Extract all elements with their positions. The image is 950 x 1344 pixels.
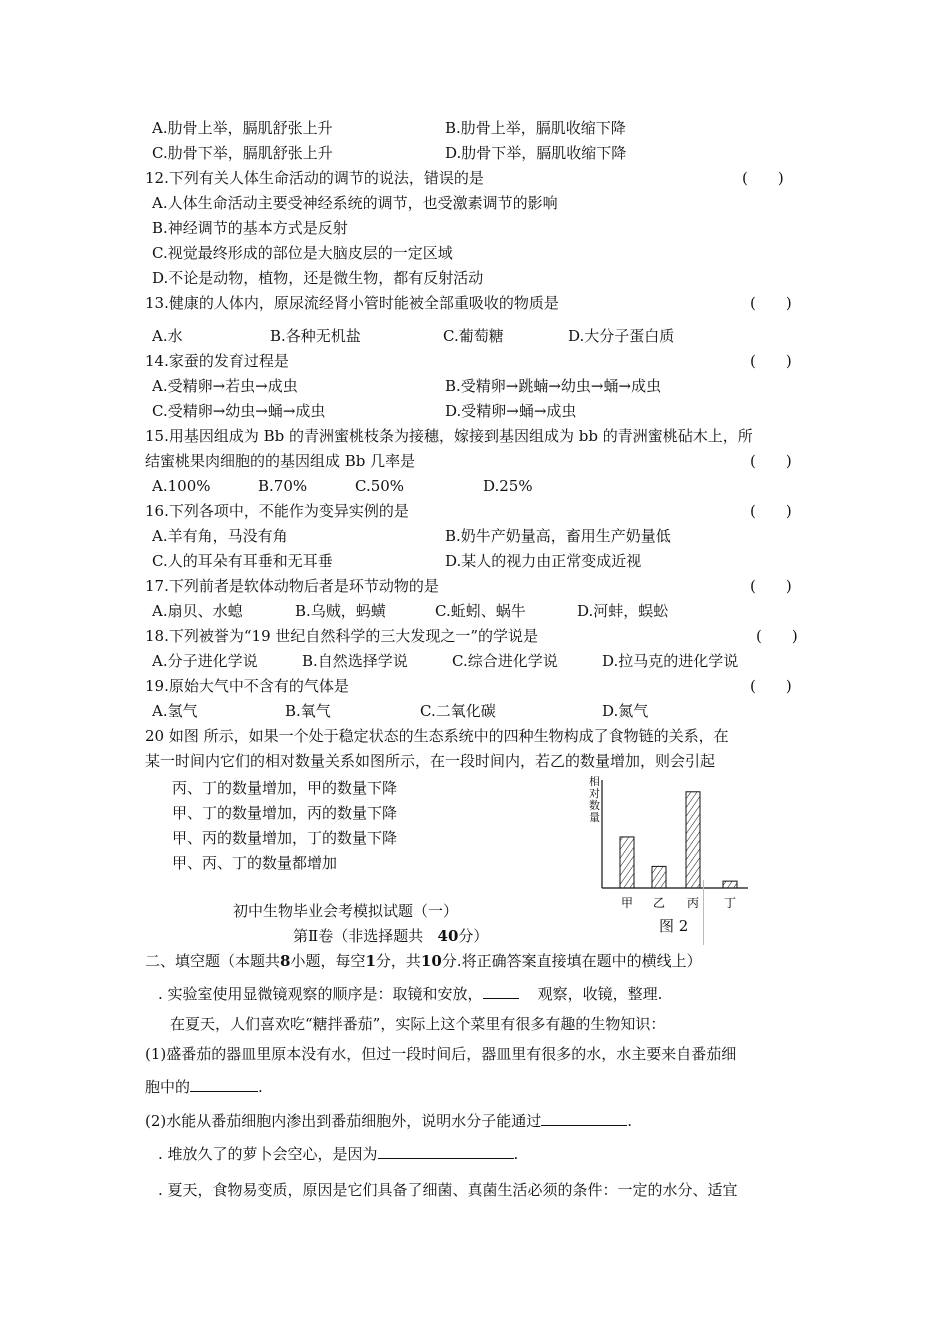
q18-answer-paren: ( ) — [756, 627, 798, 645]
q18-option-c: C.综合进化学说 — [452, 652, 558, 670]
q16-option-b: B.奶牛产奶量高，畜用生产奶量低 — [445, 527, 671, 545]
section-2-text-2: 小题，每空 — [290, 952, 366, 970]
q20-option-c: 甲、丙的数量增加，丁的数量下降 — [172, 829, 398, 847]
fill-1-text: . 实验室使用显微镜观察的顺序是：取镜和安放， — [158, 985, 483, 1003]
x-tick-label-3: 丁 — [723, 896, 737, 910]
fill-2-q2-end: . — [627, 1112, 633, 1130]
q12-option-a: A.人体生命活动主要受神经系统的调节，也受激素调节的影响 — [152, 194, 558, 212]
q11-option-c: C.肋骨下举，膈肌舒张上升 — [152, 144, 333, 162]
fill-3-text: . 堆放久了的萝卜会空心，是因为 — [158, 1145, 378, 1163]
q19-option-a: A.氢气 — [152, 702, 198, 720]
q14-option-b: B.受精卵→跳蝻→幼虫→蛹→成虫 — [445, 377, 662, 395]
q12-stem: 12.下列有关人体生命活动的调节的说法，错误的是 — [145, 169, 484, 187]
q15-stem-line2: 结蜜桃果肉细胞的的基因组成 Bb 几率是 — [145, 452, 416, 470]
q11-option-a: A.肋骨上举，膈肌舒张上升 — [152, 119, 333, 137]
q14-option-c: C.受精卵→幼虫→蛹→成虫 — [152, 402, 326, 420]
q14-answer-paren: ( ) — [750, 352, 792, 370]
q13-option-c: C.葡萄糖 — [443, 327, 504, 345]
fill-2-q1-line1: (1)盛番茄的器皿里原本没有水，但过一段时间后，器皿里有很多的水，水主要来自番茄细 — [145, 1045, 737, 1063]
q17-stem: 17.下列前者是软体动物后者是环节动物的是 — [145, 577, 439, 595]
fill-3 — [158, 1144, 518, 1164]
fill-1-blank[interactable] — [483, 984, 519, 999]
section-2-points-total: 10 — [420, 952, 442, 970]
q16-option-a: A.羊有角，马没有角 — [152, 527, 288, 545]
q13-option-b: B.各种无机盐 — [270, 327, 361, 345]
q15-answer-paren: ( ) — [750, 452, 792, 470]
section-2-points-each: 1 — [365, 952, 376, 970]
q16-answer-paren: ( ) — [750, 502, 792, 520]
volume-2-prefix: 第Ⅱ卷（非选择题共 — [293, 927, 424, 945]
q18-option-a: A.分子进化学说 — [152, 652, 258, 670]
bar-0 — [620, 837, 634, 888]
fill-2-q2-text: (2)水能从番茄细胞内渗出到番茄细胞外，说明水分子能通过 — [145, 1112, 542, 1130]
q16-option-d: D.某人的视力由正常变成近视 — [445, 552, 642, 570]
fill-2-intro: 在夏天，人们喜欢吃“糖拌番茄”，实际上这个菜里有很多有趣的生物知识： — [170, 1015, 666, 1033]
fill-1 — [158, 984, 662, 1004]
q14-stem: 14.家蚕的发育过程是 — [145, 352, 289, 370]
q14-option-d: D.受精卵→蛹→成虫 — [445, 402, 577, 420]
q13-stem: 13.健康的人体内，原尿流经肾小管时能被全部重吸收的物质是 — [145, 294, 559, 312]
section-2-text-1: 二、填空题（本题共 — [145, 952, 281, 970]
figure-divider-line — [703, 880, 704, 945]
q14-option-a: A.受精卵→若虫→成虫 — [152, 377, 298, 395]
chart-y-label: 相对数量 — [589, 775, 600, 824]
q17-option-d: D.河蚌，蜈蚣 — [577, 602, 669, 620]
bar-2 — [686, 792, 700, 888]
section-2-text-4: 分.将正确答案直接填在题中的横线上） — [441, 952, 702, 970]
q17-option-b: B.乌贼，蚂蟥 — [295, 602, 386, 620]
q20-option-d: 甲、丙、丁的数量都增加 — [172, 854, 338, 872]
q19-stem: 19.原始大气中不含有的气体是 — [145, 677, 349, 695]
x-tick-label-2: 丙 — [686, 896, 700, 910]
fill-3-end: . — [513, 1145, 519, 1163]
section-2-question-count: 8 — [280, 952, 291, 970]
q18-option-d: D.拉马克的进化学说 — [602, 652, 739, 670]
bar-3 — [723, 881, 737, 888]
bar-1 — [652, 866, 666, 888]
q20-stem-line1: 20 如图 所示，如果一个处于稳定状态的生态系统中的四种生物构成了食物链的关系，在 — [145, 727, 729, 745]
q17-option-c: C.蚯蚓、蜗牛 — [435, 602, 526, 620]
q16-stem: 16.下列各项中，不能作为变异实例的是 — [145, 502, 409, 520]
q18-stem: 18.下列被誉为“19 世纪自然科学的三大发现之一”的学说是 — [145, 627, 539, 645]
q15-option-b: B.70% — [258, 477, 308, 495]
q17-answer-paren: ( ) — [750, 577, 792, 595]
q20-option-b: 甲、丁的数量增加，丙的数量下降 — [172, 804, 398, 822]
q12-option-c: C.视觉最终形成的部位是大脑皮层的一定区域 — [152, 244, 453, 262]
fill-1-text-end: 观察，收镜，整理. — [537, 985, 663, 1003]
x-tick-label-0: 甲 — [620, 896, 634, 910]
q19-answer-paren: ( ) — [750, 677, 792, 695]
q20-option-a: 丙、丁的数量增加，甲的数量下降 — [172, 779, 398, 797]
fill-2-q1-line2 — [145, 1077, 263, 1097]
volume-2-points: 40 — [437, 927, 459, 945]
q12-option-b: B.神经调节的基本方式是反射 — [152, 219, 348, 237]
fill-4: . 夏天，食物易变质，原因是它们具备了细菌、真菌生活必须的条件：一定的水分、适宜 — [158, 1181, 738, 1199]
fill-2-q2-blank[interactable] — [541, 1111, 627, 1126]
volume-2-suffix: 分） — [458, 927, 489, 945]
q17-option-a: A.扇贝、水螅 — [152, 602, 243, 620]
fill-3-blank[interactable] — [378, 1144, 514, 1159]
x-tick-label-1: 乙 — [652, 896, 666, 910]
q19-option-c: C.二氧化碳 — [420, 702, 496, 720]
fill-2-q1-text: 胞中的 — [145, 1078, 191, 1096]
fill-2-q2 — [145, 1111, 632, 1131]
q12-answer-paren: ( ) — [742, 169, 784, 187]
fill-2-q1-end: . — [258, 1078, 263, 1096]
q12-option-d: D.不论是动物，植物，还是微生物，都有反射活动 — [152, 269, 484, 287]
figure-caption: 图 2 — [659, 917, 689, 935]
q13-answer-paren: ( ) — [750, 294, 792, 312]
fill-2-q1-blank[interactable] — [190, 1077, 258, 1092]
q15-option-c: C.50% — [355, 477, 405, 495]
q13-option-a: A.水 — [152, 327, 183, 345]
section-2-heading — [145, 951, 702, 971]
q18-option-b: B.自然选择学说 — [302, 652, 408, 670]
section-2-text-3: 分，共 — [375, 952, 421, 970]
q11-option-b: B.肋骨上举，膈肌收缩下降 — [445, 119, 626, 137]
q20-stem-line2: 某一时间内它们的相对数量关系如图所示，在一段时间内，若乙的数量增加，则会引起 — [145, 752, 716, 770]
exam-title: 初中生物毕业会考模拟试题（一） — [233, 902, 459, 920]
q11-option-d: D.肋骨下举，膈肌收缩下降 — [445, 144, 627, 162]
q19-option-d: D.氮气 — [602, 702, 649, 720]
q13-option-d: D.大分子蛋白质 — [568, 327, 675, 345]
q15-stem-line1: 15.用基因组成为 Bb 的青洲蜜桃枝条为接穗，嫁接到基因组成为 bb 的青洲蜜桃砧木上，所 — [145, 427, 753, 445]
volume-2-heading — [293, 926, 488, 946]
q19-option-b: B.氧气 — [285, 702, 331, 720]
q15-option-a: A.100% — [152, 477, 211, 495]
q16-option-c: C.人的耳朵有耳垂和无耳垂 — [152, 552, 333, 570]
q15-option-d: D.25% — [483, 477, 533, 495]
